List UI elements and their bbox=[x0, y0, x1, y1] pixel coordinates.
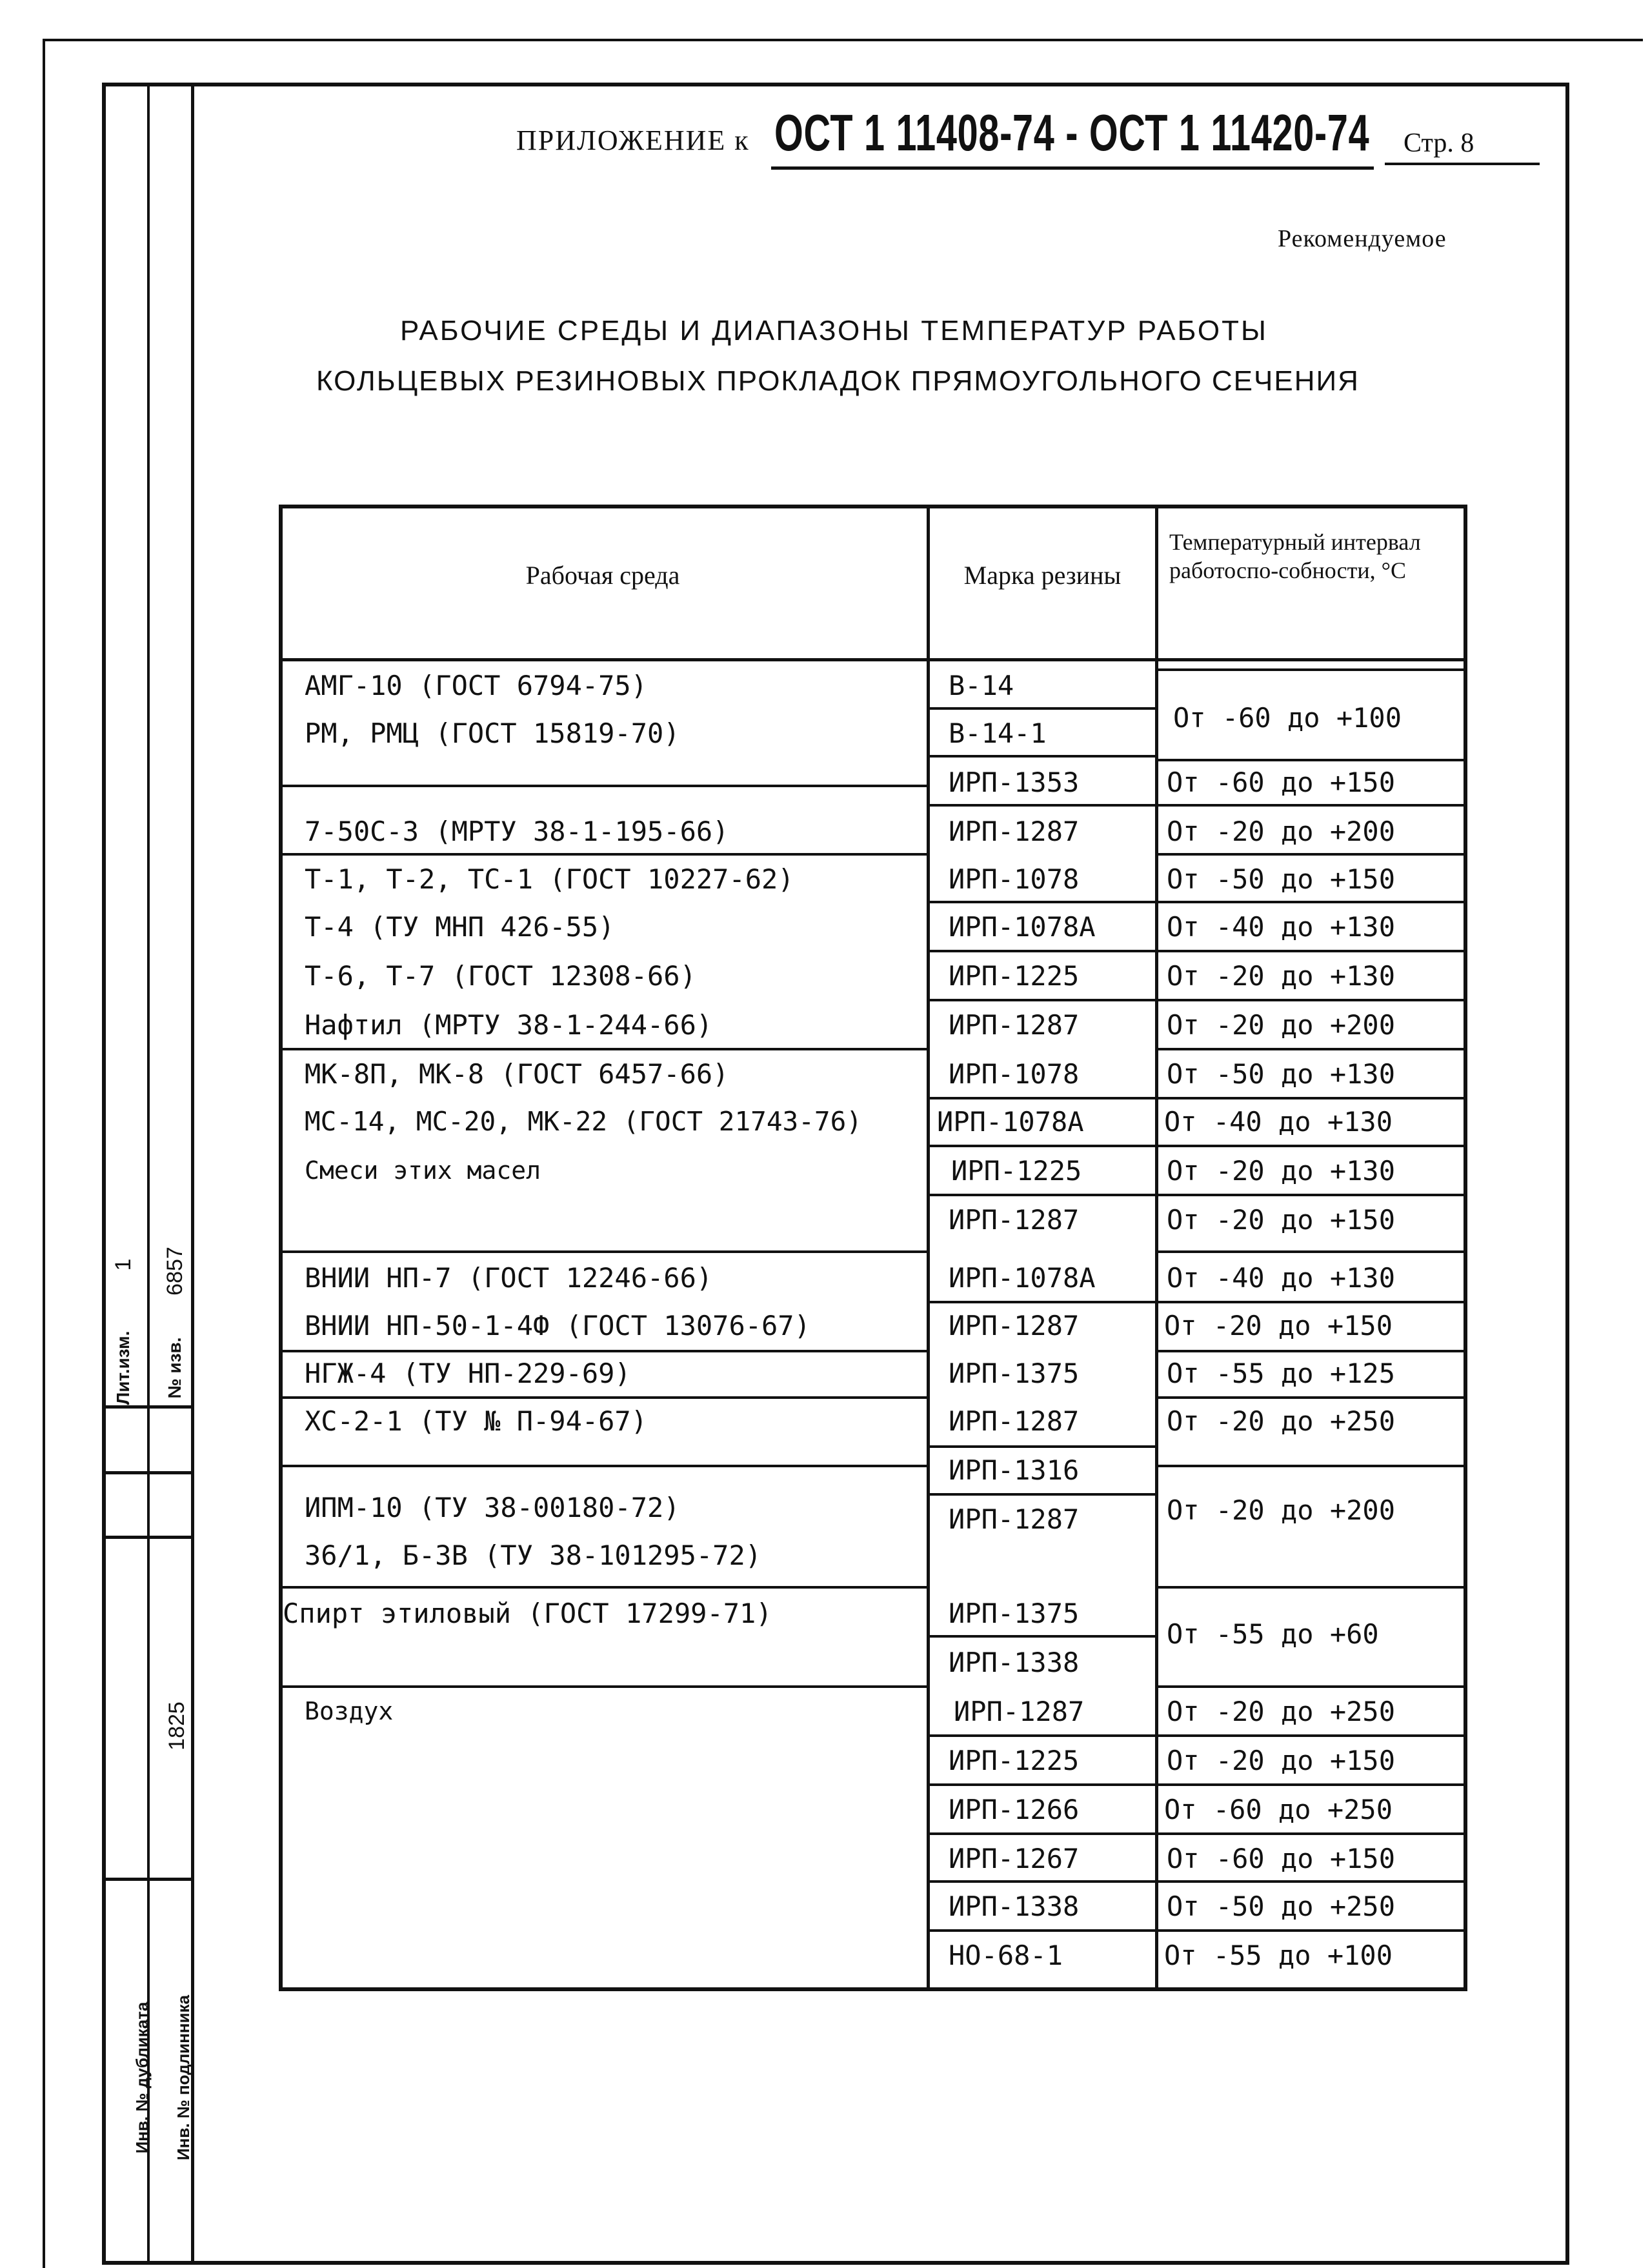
medium-cell: МС-14, МС-20, МК-22 (ГОСТ 21743-76) bbox=[305, 1106, 862, 1137]
temperature-cell: От -60 до +100 bbox=[1173, 702, 1402, 734]
column-divider bbox=[927, 505, 930, 1991]
temperature-cell: От -20 до +200 bbox=[1167, 816, 1396, 847]
row-divider bbox=[279, 1350, 928, 1352]
medium-cell: НГЖ-4 (ТУ НП-229-69) bbox=[305, 1358, 631, 1389]
temperature-cell: От -20 до +200 bbox=[1167, 1009, 1396, 1041]
row-divider bbox=[927, 804, 1158, 807]
row-divider bbox=[1155, 1048, 1467, 1050]
document-title-line-1: РАБОЧИЕ СРЕДЫ И ДИАПАЗОНЫ ТЕМПЕРАТУР РАБОТЫ bbox=[400, 315, 1268, 346]
row-divider bbox=[1155, 999, 1467, 1001]
temperature-cell: От -40 до +130 bbox=[1164, 1106, 1393, 1138]
row-divider bbox=[927, 707, 1158, 710]
temperature-cell: От -55 до +100 bbox=[1164, 1940, 1393, 1971]
row-divider bbox=[279, 785, 928, 787]
medium-cell: Спирт этиловый (ГОСТ 17299-71) bbox=[283, 1598, 772, 1629]
medium-cell: РМ, РМЦ (ГОСТ 15819-70) bbox=[305, 718, 680, 749]
medium-cell: Т-6, Т-7 (ГОСТ 12308-66) bbox=[305, 960, 696, 992]
lit-value: 1 bbox=[111, 1258, 136, 1271]
grade-cell: ИРП-1266 bbox=[949, 1794, 1080, 1825]
page-underline bbox=[1385, 163, 1540, 165]
row-divider bbox=[927, 1734, 1158, 1737]
grade-cell: НО-68-1 bbox=[949, 1940, 1063, 1971]
row-divider bbox=[279, 1586, 928, 1589]
column-header-medium: Рабочая среда bbox=[525, 561, 680, 590]
strip-line bbox=[102, 1471, 192, 1474]
temperature-cell: От -40 до +130 bbox=[1167, 911, 1396, 943]
medium-cell: 7-50С-3 (МРТУ 38-1-195-66) bbox=[305, 816, 729, 847]
medium-cell: 36/1, Б-3В (ТУ 38-101295-72) bbox=[305, 1540, 762, 1571]
grade-cell: ИРП-1287 bbox=[949, 816, 1080, 847]
row-divider bbox=[1155, 759, 1467, 761]
lit-label: Лит.изм. bbox=[113, 1330, 133, 1405]
row-divider bbox=[279, 1465, 928, 1467]
grade-cell: ИРП-1316 bbox=[949, 1454, 1080, 1486]
grade-cell: ИРП-1338 bbox=[949, 1647, 1080, 1678]
row-divider bbox=[1155, 1301, 1467, 1303]
column-divider bbox=[1155, 505, 1158, 1991]
row-divider bbox=[1155, 1685, 1467, 1688]
medium-cell: Т-4 (ТУ МНП 426-55) bbox=[305, 911, 615, 943]
row-divider bbox=[927, 1635, 1158, 1638]
medium-cell: ВНИИ НП-50-1-4Ф (ГОСТ 13076-67) bbox=[305, 1310, 810, 1341]
standard-number: ОСТ 1 11408-74 - ОСТ 1 11420-74 bbox=[774, 104, 1370, 161]
temperature-cell: От -20 до +200 bbox=[1167, 1494, 1396, 1526]
grade-cell: ИРП-1287 bbox=[949, 1009, 1080, 1041]
row-divider bbox=[927, 1880, 1158, 1883]
row-divider bbox=[927, 1301, 1158, 1303]
temperature-cell: От -20 до +250 bbox=[1167, 1696, 1396, 1727]
grade-cell: ИРП-1225 bbox=[949, 1745, 1080, 1776]
number-value: 1825 bbox=[165, 1701, 189, 1751]
temperature-cell: От -40 до +130 bbox=[1167, 1262, 1396, 1294]
medium-cell: ВНИИ НП-7 (ГОСТ 12246-66) bbox=[305, 1262, 713, 1294]
medium-cell: ИПМ-10 (ТУ 38-00180-72) bbox=[305, 1492, 680, 1523]
strip-line bbox=[102, 1536, 192, 1539]
temperature-cell: От -20 до +130 bbox=[1167, 1155, 1396, 1187]
row-divider bbox=[927, 1832, 1158, 1835]
row-divider bbox=[927, 1929, 1158, 1932]
row-divider bbox=[927, 901, 1158, 903]
row-divider bbox=[1155, 804, 1467, 807]
row-divider bbox=[1155, 853, 1467, 856]
row-divider bbox=[279, 1048, 928, 1050]
row-divider bbox=[1155, 1250, 1467, 1253]
grade-cell: ИРП-1267 bbox=[949, 1843, 1080, 1874]
row-divider bbox=[279, 1396, 928, 1399]
grade-cell: ИРП-1338 bbox=[949, 1891, 1080, 1922]
medium-cell: Воздух bbox=[305, 1697, 394, 1725]
row-divider bbox=[1155, 1880, 1467, 1883]
row-divider bbox=[1155, 1145, 1467, 1147]
grade-cell: ИРП-1287 bbox=[949, 1503, 1080, 1535]
izv-label: № изв. bbox=[165, 1337, 185, 1399]
grade-cell: ИРП-1287 bbox=[954, 1696, 1085, 1727]
row-divider bbox=[1155, 950, 1467, 952]
row-divider bbox=[1155, 1586, 1467, 1589]
page-edge-left bbox=[43, 39, 45, 2268]
row-divider bbox=[1155, 1734, 1467, 1737]
row-divider bbox=[927, 1194, 1158, 1196]
column-header-temperature: Температурный интервал работоспо-собности, °С bbox=[1169, 529, 1421, 583]
temperature-cell: От -60 до +250 bbox=[1164, 1794, 1393, 1825]
temperature-cell: От -55 до +125 bbox=[1167, 1358, 1396, 1389]
side-strip-divider bbox=[147, 83, 150, 2265]
row-divider bbox=[1155, 1194, 1467, 1196]
medium-cell: Т-1, Т-2, ТС-1 (ГОСТ 10227-62) bbox=[305, 863, 794, 895]
recommended-label: Рекомендуемое bbox=[1278, 225, 1447, 252]
row-divider bbox=[927, 950, 1158, 952]
grade-cell: ИРП-1375 bbox=[949, 1358, 1080, 1389]
grade-cell: В-14 bbox=[949, 670, 1014, 701]
temperature-cell: От -20 до +150 bbox=[1164, 1310, 1393, 1341]
grade-cell: ИРП-1287 bbox=[949, 1405, 1080, 1437]
row-divider bbox=[927, 1445, 1158, 1448]
medium-cell: Смеси этих масел bbox=[305, 1156, 541, 1185]
row-divider bbox=[927, 1145, 1158, 1147]
grade-cell: ИРП-1225 bbox=[951, 1155, 1082, 1187]
frame-inner-border bbox=[191, 83, 194, 2265]
row-divider bbox=[1155, 1783, 1467, 1786]
strip-line bbox=[102, 1878, 192, 1881]
row-divider bbox=[927, 1783, 1158, 1786]
grade-cell: ИРП-1353 bbox=[949, 767, 1080, 798]
row-divider bbox=[1155, 1832, 1467, 1835]
grade-cell: ИРП-1225 bbox=[949, 960, 1080, 992]
temperature-cell: От -20 до +150 bbox=[1167, 1745, 1396, 1776]
medium-cell: АМГ-10 (ГОСТ 6794-75) bbox=[305, 670, 648, 701]
duplicate-inventory-label: Инв. № дубликата bbox=[132, 2002, 152, 2154]
row-divider bbox=[927, 755, 1158, 758]
temperature-cell: От -20 до +250 bbox=[1167, 1405, 1396, 1437]
column-header-grade: Марка резины bbox=[963, 561, 1122, 590]
medium-cell: Нафтил (МРТУ 38-1-244-66) bbox=[305, 1009, 713, 1041]
row-divider bbox=[279, 1250, 928, 1253]
row-divider bbox=[1155, 1396, 1467, 1399]
row-divider bbox=[1155, 901, 1467, 903]
original-inventory-label: Инв. № подлинника bbox=[174, 1994, 193, 2161]
row-divider bbox=[927, 999, 1158, 1001]
temperature-cell: От -55 до +60 bbox=[1167, 1618, 1379, 1650]
page-edge-top bbox=[43, 39, 1643, 41]
grade-cell: ИРП-1375 bbox=[949, 1598, 1080, 1629]
row-divider bbox=[1155, 1350, 1467, 1352]
temperature-cell: От -60 до +150 bbox=[1167, 1843, 1396, 1874]
standard-underline bbox=[771, 166, 1374, 170]
row-divider bbox=[927, 1097, 1158, 1099]
row-divider bbox=[279, 1685, 928, 1688]
row-divider bbox=[279, 853, 928, 856]
row-divider bbox=[1155, 1097, 1467, 1099]
grade-cell: ИРП-1078А bbox=[949, 911, 1096, 943]
row-divider bbox=[1155, 1465, 1467, 1467]
grade-cell: ИРП-1287 bbox=[949, 1310, 1080, 1341]
temperature-cell: От -60 до +150 bbox=[1167, 767, 1396, 798]
header-divider bbox=[279, 658, 1467, 661]
grade-cell: ИРП-1287 bbox=[949, 1204, 1080, 1236]
medium-cell: МК-8П, МК-8 (ГОСТ 6457-66) bbox=[305, 1058, 729, 1090]
temperature-cell: От -50 до +150 bbox=[1167, 863, 1396, 895]
grade-cell: ИРП-1078А bbox=[949, 1262, 1096, 1294]
temperature-cell: От -20 до +150 bbox=[1167, 1204, 1396, 1236]
temperature-cell: От -50 до +130 bbox=[1167, 1058, 1396, 1090]
row-divider bbox=[1155, 668, 1467, 671]
page-number: Стр. 8 bbox=[1404, 128, 1474, 158]
medium-cell: ХС-2-1 (ТУ № П-94-67) bbox=[305, 1405, 648, 1437]
grade-cell: В-14-1 bbox=[949, 718, 1047, 749]
grade-cell: ИРП-1078А bbox=[937, 1106, 1084, 1138]
izv-value: 6857 bbox=[163, 1247, 187, 1296]
temperature-cell: От -20 до +130 bbox=[1167, 960, 1396, 992]
grade-cell: ИРП-1078 bbox=[949, 863, 1080, 895]
appendix-label: ПРИЛОЖЕНИЕ к bbox=[516, 125, 750, 156]
row-divider bbox=[1155, 1929, 1467, 1932]
row-divider bbox=[927, 1493, 1158, 1496]
temperature-cell: От -50 до +250 bbox=[1167, 1891, 1396, 1922]
grade-cell: ИРП-1078 bbox=[949, 1058, 1080, 1090]
document-title-line-2: КОЛЬЦЕВЫХ РЕЗИНОВЫХ ПРОКЛАДОК ПРЯМОУГОЛЬНОГО СЕЧЕНИЯ bbox=[316, 365, 1360, 397]
